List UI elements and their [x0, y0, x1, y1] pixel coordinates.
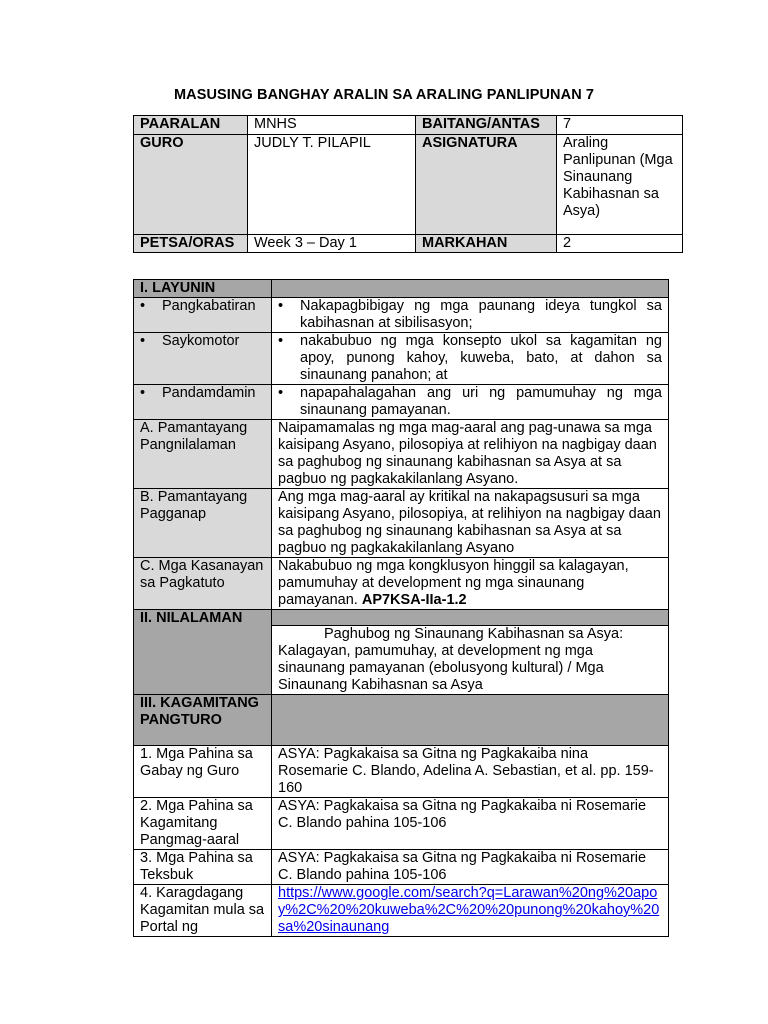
- pamantayang-pangnilalaman-text: Naipamamalas ng mga mag-aaral ang pag-unawa sa mga kaisipang Asyano, pilosopiya at relihiyon na nagbigay daan sa paghubog ng sinaunang kabihasnan sa Asya at sa pagbuo ng pagkakakilanlang Asyano.: [272, 420, 669, 489]
- objective-text: napapahalagahan ang uri ng pamumuhay ng mga sinaunang pamayanan.: [300, 385, 662, 418]
- baitang-label: BAITANG/ANTAS: [416, 116, 557, 135]
- petsa-label: PETSA/ORAS: [134, 235, 248, 253]
- kagamitan-header: III. KAGAMITANG PANGTURO: [134, 695, 272, 746]
- resource-label: 1. Mga Pahina sa Gabay ng Guro: [134, 746, 272, 798]
- bullet-icon: •: [140, 385, 146, 401]
- kasanayan-label: C. Mga Kasanayan sa Pagkatuto: [134, 558, 272, 610]
- resource-label: 3. Mga Pahina sa Teksbuk: [134, 850, 272, 885]
- bullet-icon: •: [140, 298, 146, 314]
- bullet-icon: •: [140, 333, 146, 349]
- paaralan-value: MNHS: [248, 116, 416, 135]
- objective-text-cell: [272, 333, 669, 385]
- header-info-table: [133, 115, 683, 253]
- objective-text-cell: [272, 385, 669, 420]
- layunin-header-blank: [272, 280, 669, 298]
- bullet-icon: •: [278, 298, 284, 314]
- paaralan-label: PAARALAN: [134, 116, 248, 135]
- petsa-value: Week 3 – Day 1: [248, 235, 416, 253]
- resource-text: ASYA: Pagkakaisa sa Gitna ng Pagkakaiba nina Rosemarie C. Blando, Adelina A. Sebastian, et al. pp. 159-160: [272, 746, 669, 798]
- nilalaman-text: Paghubog ng Sinaunang Kabihasnan sa Asya: Kalagayan, pamumuhay, at development ng mga sinaunang pamayanan (ebolusyong kultural) / Mga Sinaunang Kabihasnan sa Asya: [272, 626, 669, 695]
- asignatura-value: Araling Panlipunan (Mga Sinaunang Kabihasnan sa Asya): [557, 135, 683, 235]
- karagdagang-label: 4. Karagdagang Kagamitan mula sa Portal ng: [134, 885, 272, 937]
- objective-label: Saykomotor: [162, 333, 240, 349]
- objective-text-cell: [272, 298, 669, 333]
- markahan-value: 2: [557, 235, 683, 253]
- kagamitan-header-blank: [272, 695, 669, 746]
- competency-code: AP7KSA-IIa-1.2: [361, 592, 467, 608]
- nilalaman-header: II. NILALAMAN: [134, 610, 272, 695]
- nilalaman-header-blank: [272, 610, 669, 626]
- markahan-label: MARKAHAN: [416, 235, 557, 253]
- pamantayang-pangnilalaman-label: A. Pamantayang Pangnilalaman: [134, 420, 272, 489]
- bullet-icon: •: [278, 333, 284, 349]
- kasanayan-text: Nakabubuo ng mga kongklusyon hinggil sa kalagayan, pamumuhay at development ng mga sinaunang pamayanan.: [278, 558, 629, 608]
- objective-label: Pangkabatiran: [162, 298, 256, 314]
- resource-label: 2. Mga Pahina sa Kagamitang Pangmag-aaral: [134, 798, 272, 850]
- karagdagang-cell: [272, 885, 669, 937]
- objective-text: nakabubuo ng mga konsepto ukol sa kagamitan ng apoy, punong kahoy, kuweba, bato, at dahon sa sinaunang panahon; at: [300, 333, 662, 383]
- pamantayang-pagganap-label: B. Pamantayang Pagganap: [134, 489, 272, 558]
- resource-text: ASYA: Pagkakaisa sa Gitna ng Pagkakaiba ni Rosemarie C. Blando pahina 105-106: [272, 798, 669, 850]
- objective-label-cell: [134, 298, 272, 333]
- bullet-icon: •: [278, 385, 284, 401]
- baitang-value: 7: [557, 116, 683, 135]
- resource-text: ASYA: Pagkakaisa sa Gitna ng Pagkakaiba ni Rosemarie C. Blando pahina 105-106: [272, 850, 669, 885]
- kasanayan-cell: [272, 558, 669, 610]
- asignatura-label: ASIGNATURA: [416, 135, 557, 235]
- lesson-plan-table: [133, 279, 669, 937]
- objective-label-cell: [134, 385, 272, 420]
- layunin-header: I. LAYUNIN: [134, 280, 272, 298]
- portal-link[interactable]: https://www.google.com/search?q=Larawan%20ng%20apoy%2C%20%20kuweba%2C%20%20punong%20kahoy%20sa%20sinaunang: [278, 885, 660, 935]
- objective-label: Pandamdamin: [162, 385, 256, 401]
- document-title: MASUSING BANGHAY ARALIN SA ARALING PANLIPUNAN 7: [173, 87, 595, 103]
- objective-label-cell: [134, 333, 272, 385]
- guro-value: JUDLY T. PILAPIL: [248, 135, 416, 235]
- pamantayang-pagganap-text: Ang mga mag-aaral ay kritikal na nakapagsusuri sa mga kaisipang Asyano, pilosopiya, at relihiyon na nagbigay daan sa paghubog ng sinaunang kabihasnan sa Asya at sa pagbuo ng pagkakakilanlang Asyano: [272, 489, 669, 558]
- objective-text: Nakapagbibigay ng mga paunang ideya tungkol sa kabihasnan at sibilisasyon;: [300, 298, 662, 331]
- guro-label: GURO: [134, 135, 248, 235]
